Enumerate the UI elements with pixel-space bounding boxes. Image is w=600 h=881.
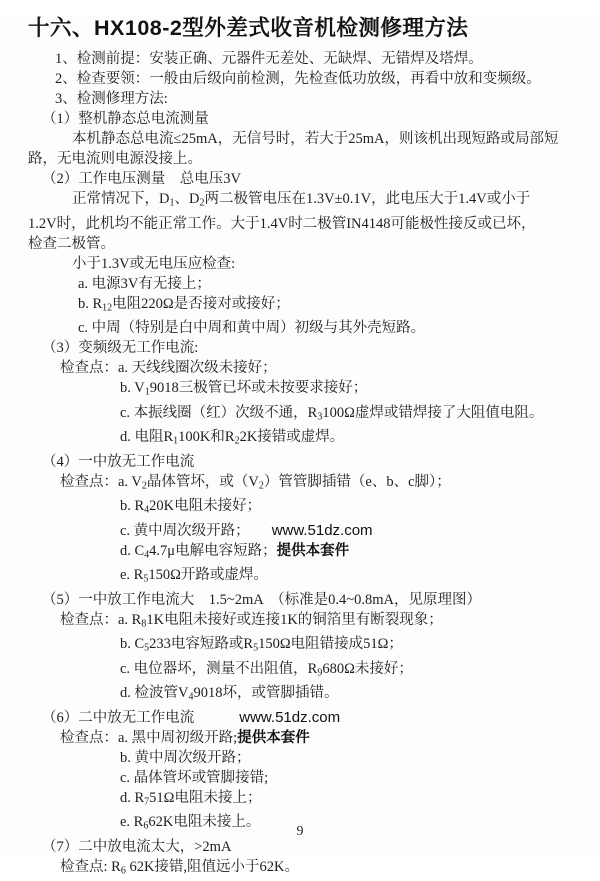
text-segment: （5）一中放工作电流大 1.5~2mA （标准是0.4~0.8mA，见原理图） [42,592,481,608]
text-line [72,129,600,149]
text-line [55,89,600,109]
text-line [42,590,600,610]
text-line [60,472,600,497]
watermark-kit: 提供本套件 [237,730,310,746]
component-subscript: 2 [142,480,147,491]
text-segment: c. 电位器坏，测量不出阻值，R [120,661,317,677]
text-segment: b. 黄中周次级开路； [120,750,251,766]
component-subscript: 4 [144,505,149,516]
text-segment: 1K电阻未接好或连接1K的铜箔里有断裂现象； [146,612,442,628]
text-line [72,254,600,274]
watermark-51dz: www.51dz.com [272,522,373,539]
text-segment: （4）一中放无工作电流 [42,454,194,470]
text-segment: 150Ω电阻错接成51Ω； [258,636,403,652]
component-subscript: 6 [143,821,148,832]
text-line [60,358,600,378]
text-line [28,234,600,254]
document-page [0,14,600,854]
text-line [55,49,600,69]
text-line [120,788,600,813]
component-subscript: 2 [199,198,204,209]
text-line [120,634,600,659]
text-line [120,565,600,590]
text-line [42,169,600,189]
component-subscript: 6 [121,865,126,876]
text-line [120,659,600,684]
text-segment: 233电容短路或R [149,636,253,652]
component-subscript: 12 [102,302,112,313]
component-subscript: 2 [259,480,264,491]
text-segment: d. 电阻R [120,429,173,445]
text-segment: 62K电阻未接上。 [148,814,260,830]
text-segment: 1.2V时，此机均不能正常工作。大于1.4V时二极管IN4148可能极性接反或已坏， [28,216,536,232]
text-line [120,378,600,403]
text-line [42,452,600,472]
text-segment: e. R [120,567,143,583]
text-segment: c. 中周（特别是白中周和黄中周）初级与其外壳短路。 [78,320,425,336]
text-segment: 检查点：a. V [60,474,142,490]
text-segment: ）管管脚插错（e、b、c脚）； [264,474,451,490]
text-segment: 本机静态总电流≤25mA，无信号时，若大于25mA，则该机出现短路或局部短 [72,131,558,147]
text-segment: c. 晶体管坏或管脚接错; [120,770,268,786]
text-segment: 检查点：a. 天线线圈次级未接好； [60,360,277,376]
text-segment: （6）二中放无工作电流 [42,710,194,726]
text-segment: 1、检测前提：安装正确、元器件无差处、无缺焊、无错焊及塔焊。 [55,51,483,67]
watermark-51dz: www.51dz.com [239,709,340,726]
text-line [28,214,600,234]
text-segment: （3）变频级无工作电流: [42,340,198,356]
text-segment: b. V [120,380,145,396]
component-subscript: 5 [144,643,149,654]
component-subscript: 7 [144,796,149,807]
text-segment: （7）二中放电流太大，>2mA [42,839,231,855]
text-segment: 正常情况下，D [72,191,169,207]
text-line [72,189,600,214]
text-line [120,541,600,566]
text-line [60,610,600,635]
page-number: 9 [0,824,600,840]
watermark-kit: 提供本套件 [277,543,350,559]
component-subscript: 4 [188,692,193,703]
text-segment: e. R [120,814,143,830]
text-line [28,149,600,169]
text-segment: （2）工作电压测量 总电压3V [42,171,241,187]
text-segment: 检查点：a. 黑中周初级开路; [60,730,237,746]
component-subscript: 8 [141,618,146,629]
text-segment: b. R [120,498,144,514]
text-segment: b. R [78,296,102,312]
page-title: 十六、HX108-2型外差式收音机检测修理方法 [28,14,600,42]
text-segment: 路，无电流则电源没接上。 [28,151,202,167]
component-subscript: 3 [317,411,322,422]
component-subscript: 9 [317,667,322,678]
text-line [78,294,600,319]
text-line [120,496,600,521]
text-line [42,338,600,358]
text-line [60,728,600,748]
text-segment: 小于1.3V或无电压应检查: [72,256,235,272]
component-subscript: 2 [235,436,240,447]
component-subscript: 5 [253,643,258,654]
text-line [120,768,600,788]
text-line [55,69,600,89]
text-line [120,521,600,541]
text-segment: 51Ω电阻未接上； [149,790,261,806]
component-subscript: 5 [143,574,148,585]
text-segment: 9018坏，或管脚插错。 [193,685,338,701]
text-line [120,748,600,768]
text-segment: 2K接错或虚焊。 [240,429,345,445]
text-segment: 150Ω开路或虚焊。 [148,567,268,583]
text-segment: 电阻220Ω是否接对或接好； [112,296,290,312]
component-subscript: 1 [169,198,174,209]
text-segment: 2、检查要领：一般由后级向前检测，先检查低功放级，再看中放和变频级。 [55,71,541,87]
document-body [0,49,600,881]
component-subscript: 4 [144,549,149,560]
text-line [120,403,600,428]
text-segment: 9018三极管已坏或未按要求接好； [150,380,368,396]
text-segment: 100K和R [178,429,234,445]
text-segment: 检查点: R [60,859,121,875]
text-line [120,427,600,452]
text-segment: d. C [120,543,144,559]
text-line [42,109,600,129]
text-segment: 100Ω虚焊或错焊接了大阻值电阻。 [322,405,543,421]
text-segment: 20K电阻未接好； [149,498,261,514]
text-line [60,857,600,881]
text-segment: 检查二极管。 [28,236,115,252]
text-segment: 晶体管坏，或（V [147,474,259,490]
text-line [42,708,600,728]
text-segment: 4.7μ电解电容短路； [149,543,276,559]
text-line [78,274,600,294]
text-line [120,683,600,708]
component-subscript: 1 [173,436,178,447]
text-segment: 、D [174,191,199,207]
text-segment: c. 本振线圈（红）次级不通，R [120,405,317,421]
text-segment: a. 电源3V有无接上； [78,276,211,292]
text-segment: 680Ω未接好； [322,661,413,677]
text-segment: d. R [120,790,144,806]
text-segment: b. C [120,636,144,652]
text-line [78,318,600,338]
text-segment: （1）整机静态总电流测量 [42,111,209,127]
text-segment: d. 检波管V [120,685,188,701]
text-segment: c. 黄中周次级开路； [120,523,250,539]
text-segment: 62K接错,阻值远小于62K。 [126,859,299,875]
text-segment: 检查点：a. R [60,612,141,628]
text-segment: 两二极管电压在1.3V±0.1V，此电压大于1.4V或小于 [204,191,530,207]
text-segment: 3、检测修理方法: [55,91,168,107]
component-subscript: 1 [145,387,150,398]
